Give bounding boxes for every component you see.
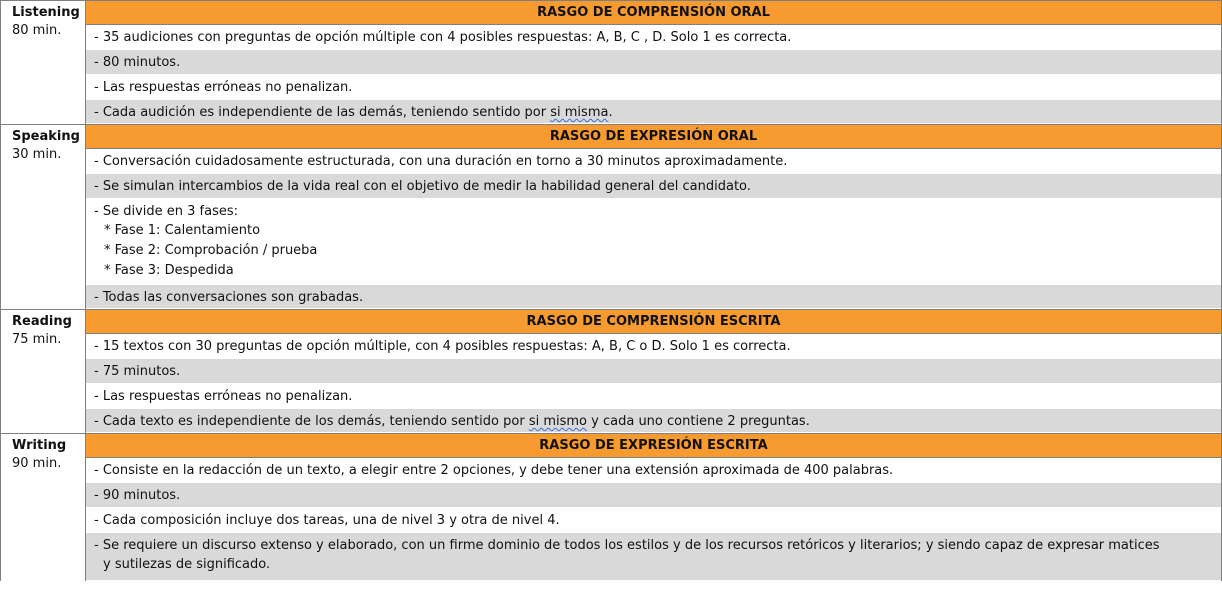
row-text: y cada uno contiene 2 preguntas.	[587, 414, 810, 429]
row-text: .	[608, 105, 613, 120]
table-row: - Conversación cuidadosamente estructurada, con una duración en torno a 30 minutos aproximadamente.	[86, 149, 1221, 174]
table-row	[86, 533, 1221, 581]
table-row	[86, 199, 1221, 285]
row-text: - Se divide en 3 fases:	[94, 204, 238, 219]
skill-cell	[0, 1, 86, 124]
section-content	[86, 1, 1222, 124]
section-header: RASGO DE EXPRESIÓN ESCRITA	[86, 434, 1221, 458]
table-row	[86, 409, 1221, 433]
section-content	[86, 125, 1222, 309]
proofing-underlined-text: si mismo	[528, 414, 588, 429]
section-reading	[0, 309, 1222, 433]
proofing-underlined-text: si misma	[550, 105, 609, 120]
section-content	[86, 434, 1222, 581]
row-text: y sutilezas de significado.	[103, 557, 271, 572]
row-text: - Se requiere un discurso extenso y elaborado, con un firme dominio de todos los estilos y de los recursos retóricos y literarios; y siendo capaz de expresar matices	[94, 538, 1160, 553]
table-row: - Consiste en la redacción de un texto, a elegir entre 2 opciones, y debe tener una extensión aproximada de 400 palabras.	[86, 458, 1221, 483]
skill-cell	[0, 434, 86, 581]
skill-cell	[0, 125, 86, 309]
skill-name: Reading	[12, 314, 72, 329]
section-content	[86, 310, 1222, 433]
table-row: - Todas las conversaciones son grabadas.	[86, 285, 1221, 309]
skill-duration: 30 min.	[12, 147, 62, 162]
table-row: - 35 audiciones con preguntas de opción múltiple con 4 posibles respuestas: A, B, C , D. Solo 1 es correcta.	[86, 25, 1221, 50]
skill-duration: 75 min.	[12, 332, 62, 347]
skill-duration: 80 min.	[12, 23, 62, 38]
table-row: - Se simulan intercambios de la vida real con el objetivo de medir la habilidad general del candidato.	[86, 174, 1221, 199]
phase-item: * Fase 3: Despedida	[104, 263, 234, 278]
section-listening	[0, 0, 1222, 124]
row-text: - Cada audición es independiente de las demás, teniendo sentido por	[94, 105, 551, 120]
section-header: RASGO DE COMPRENSIÓN ESCRITA	[86, 310, 1221, 334]
section-speaking	[0, 124, 1222, 309]
skill-cell	[0, 310, 86, 433]
table-row: - 75 minutos.	[86, 359, 1221, 384]
table-row: - 90 minutos.	[86, 483, 1221, 508]
skill-name: Listening	[12, 5, 80, 20]
table-row	[86, 100, 1221, 124]
phase-item: * Fase 2: Comprobación / prueba	[104, 243, 318, 258]
table-row: - 15 textos con 30 preguntas de opción múltiple, con 4 posibles respuestas: A, B, C o D. Solo 1 es correcta.	[86, 334, 1221, 359]
skill-duration: 90 min.	[12, 456, 62, 471]
row-text: - Cada texto es independiente de los demás, teniendo sentido por	[94, 414, 529, 429]
section-header: RASGO DE EXPRESIÓN ORAL	[86, 125, 1221, 149]
table-row: - Las respuestas erróneas no penalizan.	[86, 75, 1221, 100]
table-row: - Cada composición incluye dos tareas, una de nivel 3 y otra de nivel 4.	[86, 508, 1221, 533]
phase-item: * Fase 1: Calentamiento	[104, 223, 261, 238]
skill-name: Speaking	[12, 129, 80, 144]
table-row: - 80 minutos.	[86, 50, 1221, 75]
section-writing	[0, 433, 1222, 581]
section-header: RASGO DE COMPRENSIÓN ORAL	[86, 1, 1221, 25]
skill-name: Writing	[12, 438, 67, 453]
table-row: - Las respuestas erróneas no penalizan.	[86, 384, 1221, 409]
